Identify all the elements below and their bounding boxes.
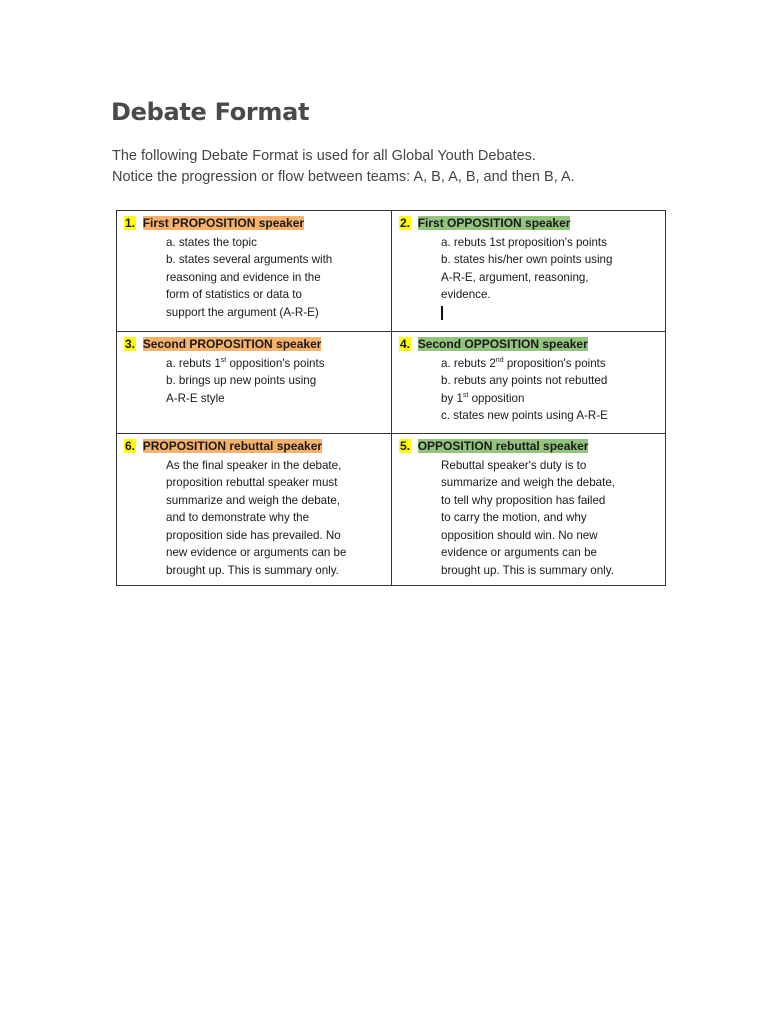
cell-second-opposition: [392, 332, 666, 434]
table-row: [117, 434, 666, 586]
duty-line: [441, 390, 659, 408]
ordinal-suffix: st: [220, 356, 227, 364]
speaker-duties: [441, 355, 659, 425]
speaker-number: 6.: [125, 439, 136, 453]
duty-line: opposition should win. No new: [441, 528, 598, 542]
duty-line: evidence.: [441, 288, 491, 301]
duty-line: proposition side has prevailed. No: [166, 528, 341, 542]
ordinal-suffix: st: [462, 391, 469, 399]
duty-text: a. rebuts 1: [166, 356, 221, 370]
speaker-label: First PROPOSITION speaker: [142, 216, 305, 230]
duty-line: b. brings up new points using: [166, 374, 317, 387]
speaker-heading: [398, 336, 589, 352]
ordinal-suffix: nd: [495, 356, 504, 364]
speaker-number: 3.: [125, 337, 136, 351]
intro-line-1: The following Debate Format is used for all Global Youth Debates.: [112, 148, 536, 164]
debate-format-table: [116, 210, 666, 586]
duty-text: proposition's points: [503, 356, 606, 370]
duty-line: Rebuttal speaker's duty is to: [441, 458, 587, 472]
duty-line: to carry the motion, and why: [441, 511, 587, 524]
duty-text: by 1: [441, 391, 463, 405]
duty-text: opposition's points: [226, 356, 325, 370]
duty-line: form of statistics or data to: [166, 288, 302, 301]
speaker-number: 1.: [125, 216, 136, 230]
speaker-duties: [166, 355, 385, 408]
duty-text: a. rebuts 2: [441, 356, 496, 370]
duty-line: to tell why proposition has failed: [441, 493, 606, 507]
speaker-heading: [398, 215, 571, 231]
table-row: [117, 332, 666, 434]
duty-line: reasoning and evidence in the: [166, 270, 321, 284]
text-cursor: [441, 306, 443, 320]
speaker-heading: [123, 215, 305, 231]
duty-line: proposition rebuttal speaker must: [166, 476, 338, 489]
speaker-number: 2.: [400, 216, 411, 230]
speaker-duties: [441, 234, 659, 326]
duty-line: b. states several arguments with: [166, 253, 333, 266]
duty-line: As the final speaker in the debate,: [166, 458, 342, 472]
speaker-label: PROPOSITION rebuttal speaker: [142, 439, 323, 453]
speaker-label: OPPOSITION rebuttal speaker: [417, 439, 589, 453]
duty-line: a. rebuts 1st proposition's points: [441, 235, 607, 249]
duty-line: support the argument (A-R-E): [166, 305, 319, 319]
speaker-number: 5.: [400, 439, 411, 453]
speaker-heading: [398, 438, 589, 454]
speaker-label: Second OPPOSITION speaker: [417, 337, 588, 351]
duty-line: A-R-E style: [166, 391, 225, 405]
duty-line: b. rebuts any points not rebutted: [441, 374, 608, 387]
speaker-label: Second PROPOSITION speaker: [142, 337, 322, 351]
duty-line: brought up. This is summary only.: [166, 563, 339, 577]
speaker-duties: [166, 457, 385, 580]
duty-line: A-R-E, argument, reasoning,: [441, 270, 589, 284]
speaker-heading: [123, 336, 322, 352]
duty-line: b. states his/her own points using: [441, 253, 613, 266]
duty-line: and to demonstrate why the: [166, 511, 310, 524]
intro-line-2: Notice the progression or flow between teams: A, B, A, B, and then B, A.: [112, 169, 575, 185]
speaker-heading: [123, 438, 323, 454]
duty-line: [441, 355, 659, 373]
duty-line: a. states the topic: [166, 235, 257, 249]
table-row: [117, 211, 666, 332]
duty-line: evidence or arguments can be: [441, 546, 597, 559]
speaker-number: 4.: [400, 337, 411, 351]
speaker-duties: [166, 234, 385, 322]
cell-first-proposition: [117, 211, 392, 332]
cell-proposition-rebuttal: [117, 434, 392, 586]
duty-line: [166, 355, 385, 373]
duty-line: summarize and weigh the debate,: [166, 493, 341, 507]
duty-line: summarize and weigh the debate,: [441, 476, 616, 489]
cell-second-proposition: [117, 332, 392, 434]
cell-first-opposition: [392, 211, 666, 332]
duty-line: new evidence or arguments can be: [166, 546, 347, 559]
page-title: Debate Format: [111, 98, 310, 126]
duty-line: brought up. This is summary only.: [441, 563, 614, 577]
cell-opposition-rebuttal: [392, 434, 666, 586]
speaker-duties: [441, 457, 659, 580]
duty-text: opposition: [468, 391, 525, 405]
speaker-label: First OPPOSITION speaker: [417, 216, 571, 230]
duty-line: c. states new points using A-R-E: [441, 409, 608, 422]
intro-text: [112, 146, 575, 188]
